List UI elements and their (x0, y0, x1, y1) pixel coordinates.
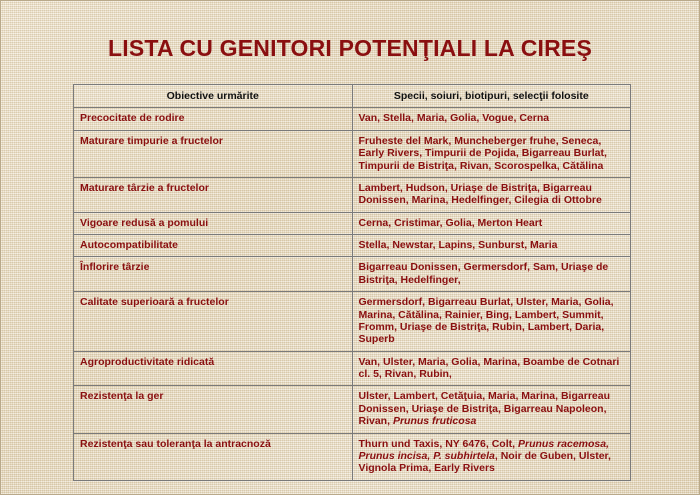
cell-varieties (352, 433, 631, 480)
cell-objective: Rezistenţa la ger (74, 386, 353, 433)
page-title: LISTA CU GENITORI POTENŢIALI LA CIREŞ (107, 35, 593, 61)
cell-varieties (352, 386, 631, 433)
table-row (74, 212, 631, 234)
table-row (74, 130, 631, 177)
varieties-text: Lambert, Hudson, Uriaşe de Bistriţa, Bigarreau Donissen, Marina, Hedelfinger, Cilegia di Ottobre (358, 181, 602, 207)
table-row (74, 177, 631, 212)
table-row (74, 292, 631, 352)
genitors-table-container (73, 84, 631, 481)
cell-varieties (352, 292, 631, 352)
varieties-text-italic: Prunus racemosa, Prunus incisa, P. subhirtela (358, 437, 610, 462)
varieties-text: Ulster, Lambert, Cetăţuia, Maria, Marina, Bigarreau Donissen, Uriaşe de Bistriţa, Bigarreau Napoleon, Rivan, (358, 390, 610, 428)
cell-objective: Precocitate de rodire (74, 108, 353, 130)
varieties-text: Fruheste del Mark, Muncheberger fruhe, Seneca, Early Rivers, Timpurii de Pojida, Bigarreau Burlat, Timpurii de Bistriţa, Rivan, Scorospelka, Cătălina (358, 134, 607, 172)
column-header-varieties: Specii, soiuri, biotipuri, selecţii folosite (352, 85, 631, 108)
table-row (74, 108, 631, 130)
cell-varieties (352, 212, 631, 234)
table-body (74, 108, 631, 480)
cell-varieties (352, 177, 631, 212)
cell-objective: Vigoare redusă a pomului (74, 212, 353, 234)
varieties-text: Cerna, Cristimar, Golia, Merton Heart (358, 216, 543, 229)
cell-objective: Maturare timpurie a fructelor (74, 130, 353, 177)
varieties-text: Van, Stella, Maria, Golia, Vogue, Cerna (358, 112, 550, 125)
varieties-text-tail: , Noir de Guben, Ulster, Vignola Prima, Early Rivers (358, 449, 611, 475)
cell-varieties (352, 235, 631, 257)
cell-varieties (352, 351, 631, 386)
column-header-objective: Obiective urmărite (74, 85, 353, 108)
cell-objective: Înflorire târzie (74, 257, 353, 292)
varieties-text: Germersdorf, Bigarreau Burlat, Ulster, Maria, Golia, Marina, Cătălina, Rainier, Bing, Lambert, Summit, Fromm, Uriaşe de Bistriţa, Rubin, Lambert, Daria, Superb (358, 296, 614, 346)
table-header (74, 85, 631, 108)
table-row (74, 235, 631, 257)
cell-objective: Maturare târzie a fructelor (74, 177, 353, 212)
cell-varieties (352, 108, 631, 130)
cell-varieties (352, 257, 631, 292)
varieties-text: Van, Ulster, Maria, Golia, Marina, Boambe de Cotnari cl. 5, Rivan, Rubin, (358, 355, 620, 380)
cell-objective: Agroproductivitate ridicată (74, 351, 353, 386)
varieties-text: Stella, Newstar, Lapins, Sunburst, Maria (358, 239, 558, 251)
varieties-text-italic: Prunus fruticosa (392, 415, 477, 428)
cell-objective: Rezistenţa sau toleranţa la antracnoză (74, 433, 353, 480)
table-row (74, 351, 631, 386)
genitors-table (73, 84, 631, 481)
table-row (74, 257, 631, 292)
varieties-text: Bigarreau Donissen, Germersdorf, Sam, Uriaşe de Bistriţa, Hedelfinger, (358, 261, 609, 286)
cell-varieties (352, 130, 631, 177)
table-header-row (74, 85, 631, 108)
table-row (74, 433, 631, 480)
cell-objective: Calitate superioară a fructelor (74, 292, 353, 352)
cell-objective: Autocompatibilitate (74, 235, 353, 257)
table-row (74, 386, 631, 433)
varieties-text: Thurn und Taxis, NY 6476, Colt, (358, 437, 518, 450)
